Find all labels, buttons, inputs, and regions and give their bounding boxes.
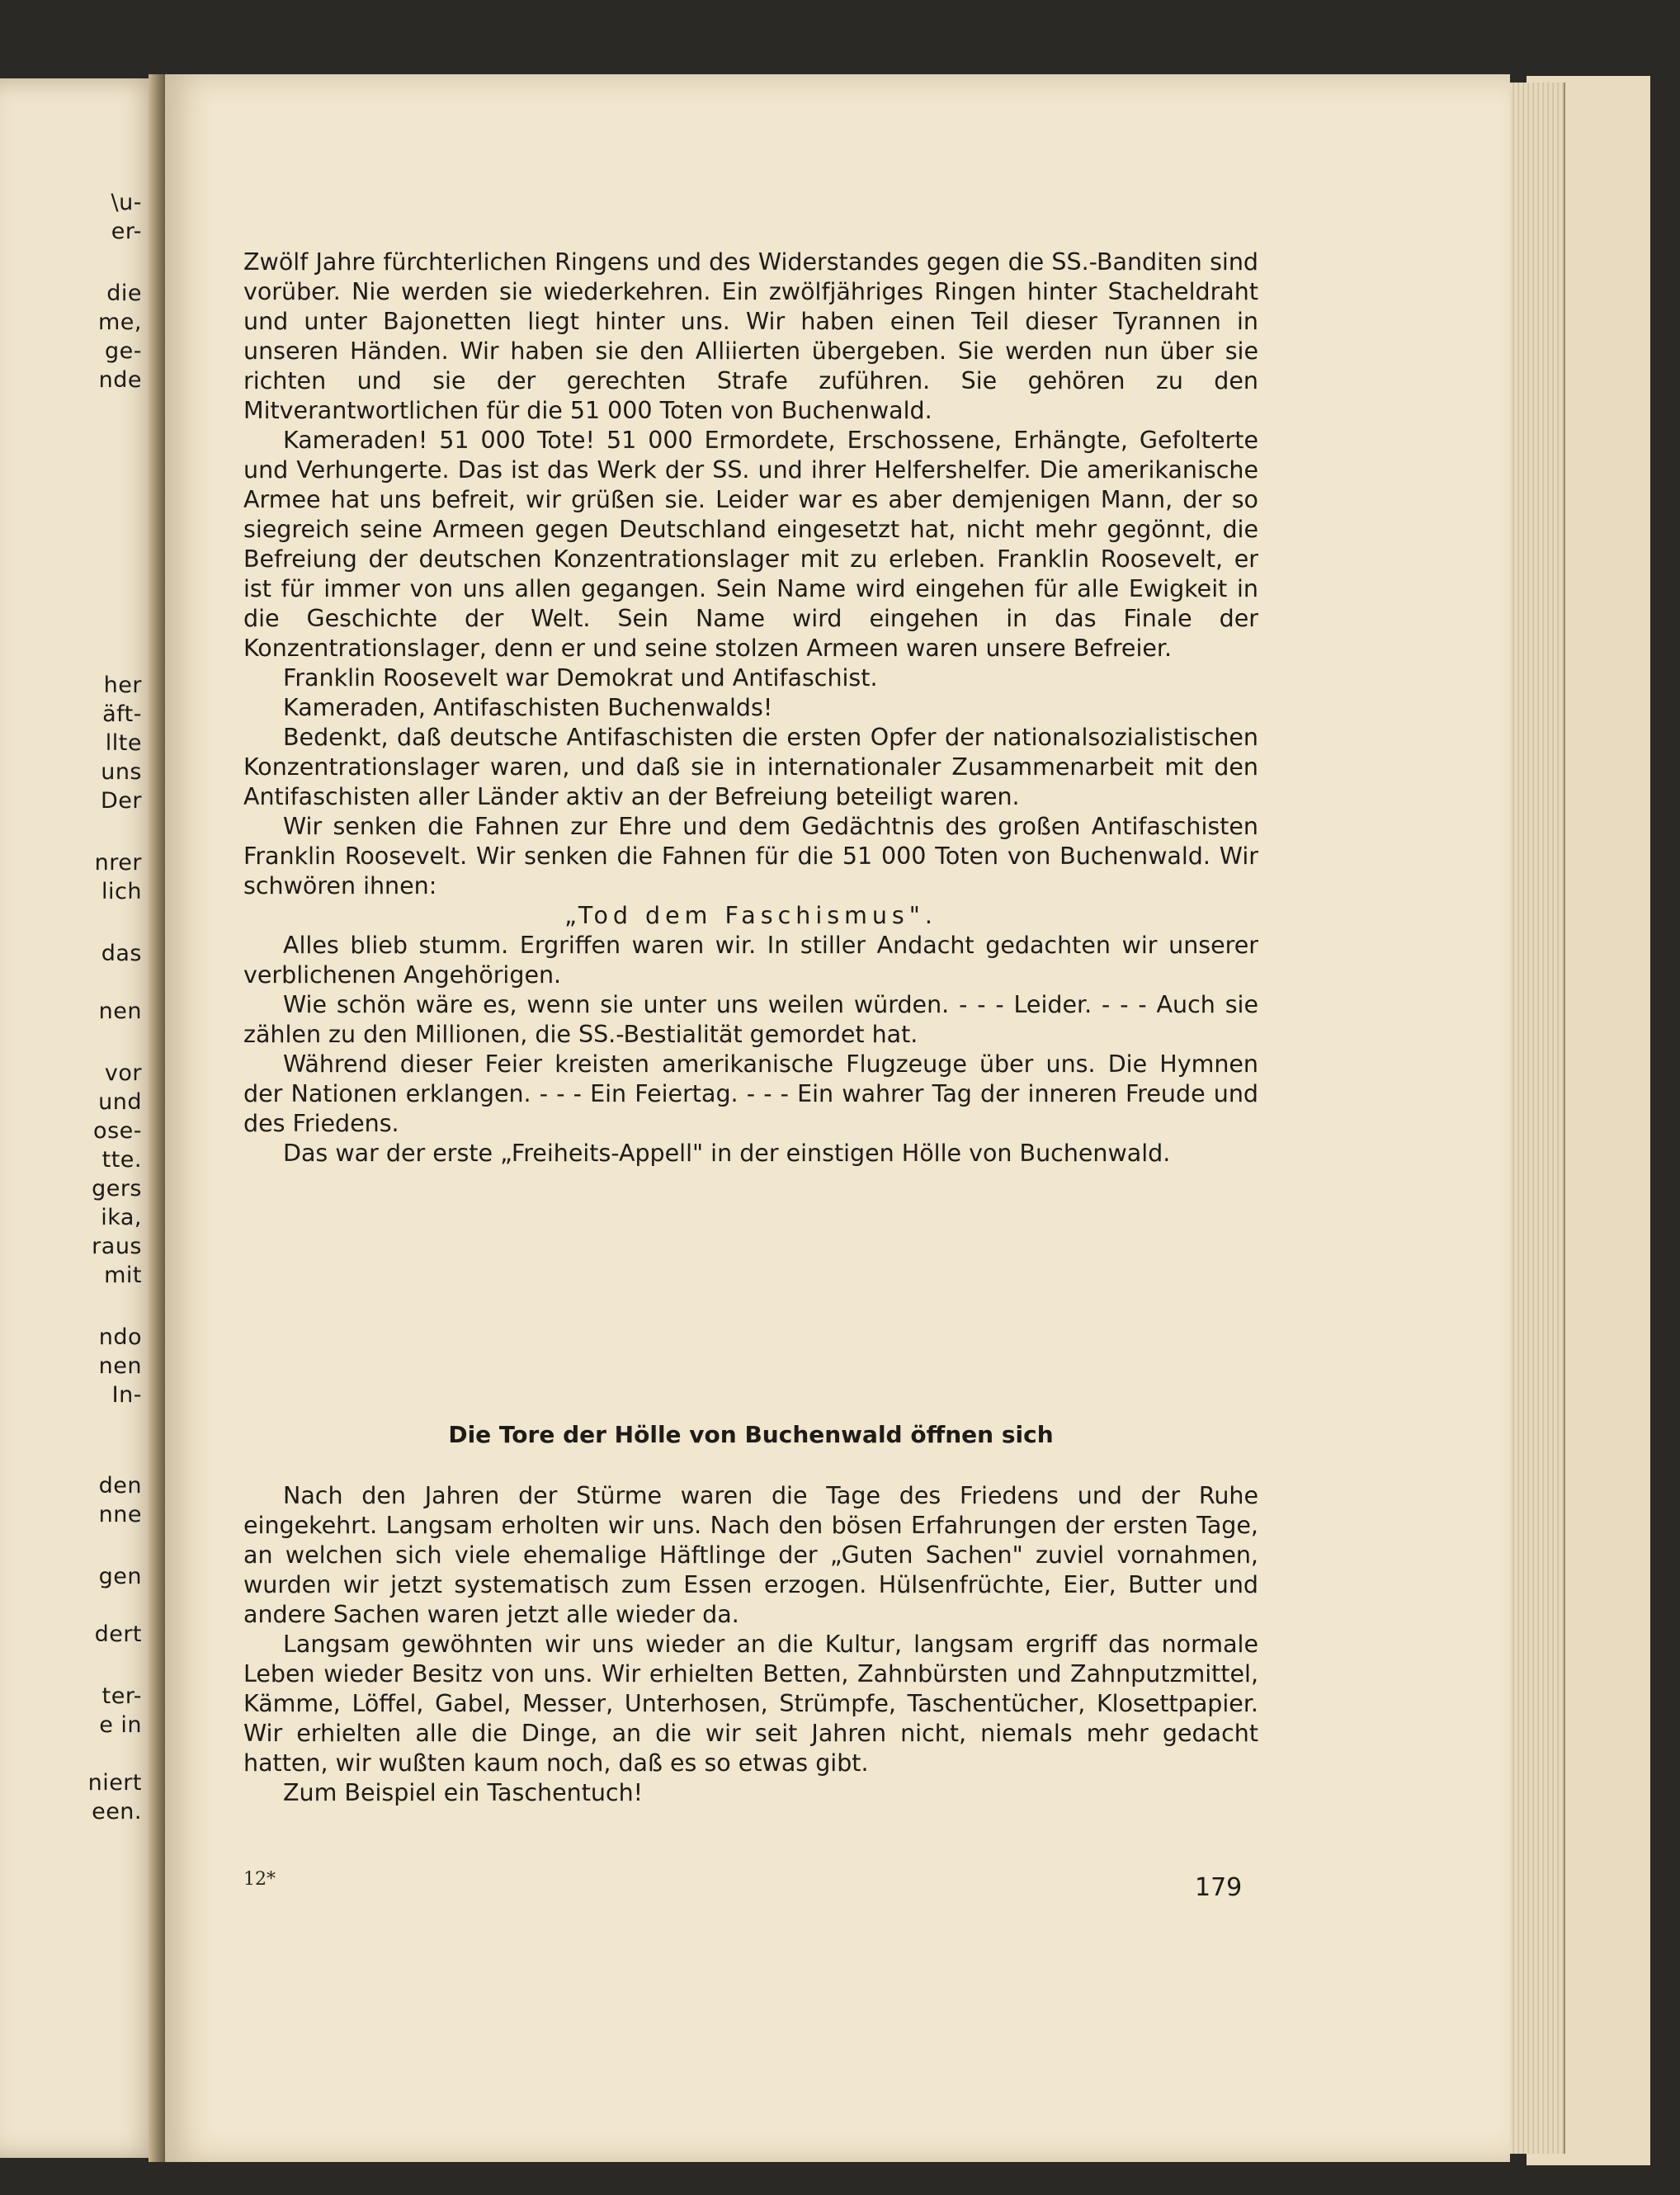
paragraph: Kameraden, Antifaschisten Buchenwalds! [283, 694, 773, 721]
left-page-word-fragment: ika, [101, 1205, 142, 1230]
paragraph: Wir senken die Fahnen zur Ehre und dem Gedächtnis des großen Antifaschisten Franklin Roosevelt. Wir senken die Fahnen für die 51 000 Toten von Buchenwald. Wir schwören ihnen: [243, 813, 1258, 899]
section-heading: Die Tore der Hölle von Buchenwald öffnen sich [448, 1421, 1054, 1448]
left-page [0, 78, 161, 2158]
left-page-word-fragment: me, [98, 309, 142, 335]
left-page-word-fragment: een. [92, 1799, 142, 1824]
section-2-body [243, 1481, 1258, 1808]
left-page-word-fragment: vor [104, 1060, 142, 1086]
page-edges [1510, 83, 1565, 2154]
left-page-word-fragment: tte. [101, 1147, 142, 1173]
paragraph: Während dieser Feier kreisten amerikanische Flugzeuge über uns. Die Hymnen der Nationen erklangen. - - - Ein Feiertag. - - - Ein wahrer Tag der inneren Freude und des Friedens. [243, 1050, 1258, 1137]
left-page-word-fragment: mit [104, 1263, 142, 1288]
left-page-word-fragment: In- [111, 1382, 142, 1408]
left-page-word-fragment: gen [98, 1564, 142, 1589]
left-page-word-fragment: äft- [102, 701, 142, 727]
left-page-word-fragment: nrer [94, 850, 142, 876]
left-page-word-fragment: nen [98, 1353, 142, 1379]
left-page-word-fragment: nne [98, 1502, 142, 1527]
paragraph: Bedenkt, daß deutsche Antifaschisten die ersten Opfer der nationalsozialistischen Konzentrationslager waren, und daß sie in internationaler Zusammenarbeit mit den Antifaschisten aller Länder aktiv an der Befreiung beteiligt waren. [243, 724, 1258, 810]
paragraph: Kameraden! 51 000 Tote! 51 000 Ermordete, Erschossene, Erhängte, Gefolterte und Verhungerte. Das ist das Werk der SS. und ihrer Helfershelfer. Die amerikanische Armee hat uns befreit, wir grüßen sie. Leider war es aber demjenigen Mann, der so siegreich seine Armeen gegen Deutschland eingesetzt hat, nicht mehr gegönnt, die Befreiung der deutschen Konzentrationslager mit zu erleben. Franklin Roosevelt, er ist für immer von uns allen gegangen. Sein Name wird eingehen für alle Ewigkeit in die Geschichte der Welt. Sein Name wird eingehen in das Finale der Konzentrationslager, denn er und seine stolzen Armeen waren unsere Befreier. [243, 427, 1258, 662]
left-page-word-fragment: den [98, 1473, 142, 1499]
left-page-word-fragment: llte [105, 730, 142, 756]
left-page-word-fragment: gers [92, 1176, 142, 1201]
section-1-body [243, 248, 1258, 1168]
left-page-word-fragment: er- [111, 219, 142, 244]
paragraph: Zwölf Jahre fürchterlichen Ringens und des Widerstandes gegen die SS.-Banditen sind vorüber. Nie werden sie wiederkehren. Ein zwölfjähriges Ringen hinter Stacheldraht und unter Bajonetten liegt hinter uns. Wir haben einen Teil dieser Tyrannen in unseren Händen. Wir haben sie den Alliierten übergeben. Sie werden nun über sie richten und sie der gerechten Strafe zuführen. Sie gehören zu den Mitverantwortlichen für die 51 000 Toten von Buchenwald. [243, 248, 1258, 424]
printer-signature: 12* [243, 1869, 276, 1890]
paragraph: Nach den Jahren der Stürme waren die Tage des Friedens und der Ruhe eingekehrt. Langsam erholten wir uns. Nach den bösen Erfahrungen der ersten Tage, an welchen sich viele ehemalige Häftlinge der „Guten Sachen" zuviel vornahmen, wurden wir jetzt systematisch zum Essen erzogen. Hülsenfrüchte, Eier, Butter und andere Sachen waren jetzt alle wieder da. [243, 1482, 1258, 1628]
paragraph: Alles blieb stumm. Ergriffen waren wir. In stiller Andacht gedachten wir unserer verblichenen Angehörigen. [243, 932, 1258, 989]
paragraph: Wie schön wäre es, wenn sie unter uns weilen würden. - - - Leider. - - - Auch sie zählen zu den Millionen, die SS.-Bestialität gemordet hat. [243, 991, 1258, 1048]
left-page-word-fragment: ndo [98, 1324, 142, 1350]
left-page-word-fragment: uns [101, 759, 142, 785]
left-page-word-fragment: Der [100, 788, 142, 814]
left-page-word-fragment: nde [98, 367, 142, 393]
left-page-word-fragment: die [106, 281, 142, 306]
left-page-word-fragment: niert [87, 1770, 142, 1796]
page-number: 179 [1195, 1873, 1243, 1902]
paragraph: Zum Beispiel ein Taschentuch! [283, 1779, 644, 1806]
slogan: „Tod dem Faschismus". [564, 902, 937, 929]
left-page-text-fragments [0, 78, 142, 2158]
left-page-word-fragment: e in [99, 1712, 142, 1738]
left-page-word-fragment: \u- [111, 190, 142, 215]
left-page-word-fragment: das [101, 941, 142, 966]
paragraph: Langsam gewöhnten wir uns wieder an die Kultur, langsam ergriff das normale Leben wieder Besitz von uns. Wir erhielten Betten, Zahnbürsten und Zahnputzmittel, Kämme, Löffel, Gabel, Messer, Unterhosen, Strümpfe, Taschentücher, Klosettpapier. Wir erhielten alle die Dinge, an die wir seit Jahren nicht, niemals mehr gedacht hatten, wir wußten kaum noch, daß es so etwas gibt. [243, 1631, 1258, 1777]
left-page-word-fragment: nen [98, 998, 142, 1024]
paragraph: Franklin Roosevelt war Demokrat und Antifaschist. [283, 664, 878, 692]
left-page-word-fragment: ge- [105, 338, 142, 364]
left-page-word-fragment: ter- [101, 1683, 142, 1709]
left-page-word-fragment: ose- [93, 1118, 142, 1144]
left-page-word-fragment: raus [92, 1234, 142, 1259]
left-page-word-fragment: dert [94, 1621, 142, 1647]
paragraph: Das war der erste „Freiheits-Appell" in der einstigen Hölle von Buchenwald. [283, 1140, 1171, 1167]
left-page-word-fragment: her [103, 673, 142, 698]
left-page-word-fragment: und [98, 1089, 142, 1115]
left-page-word-fragment: lich [101, 879, 142, 904]
